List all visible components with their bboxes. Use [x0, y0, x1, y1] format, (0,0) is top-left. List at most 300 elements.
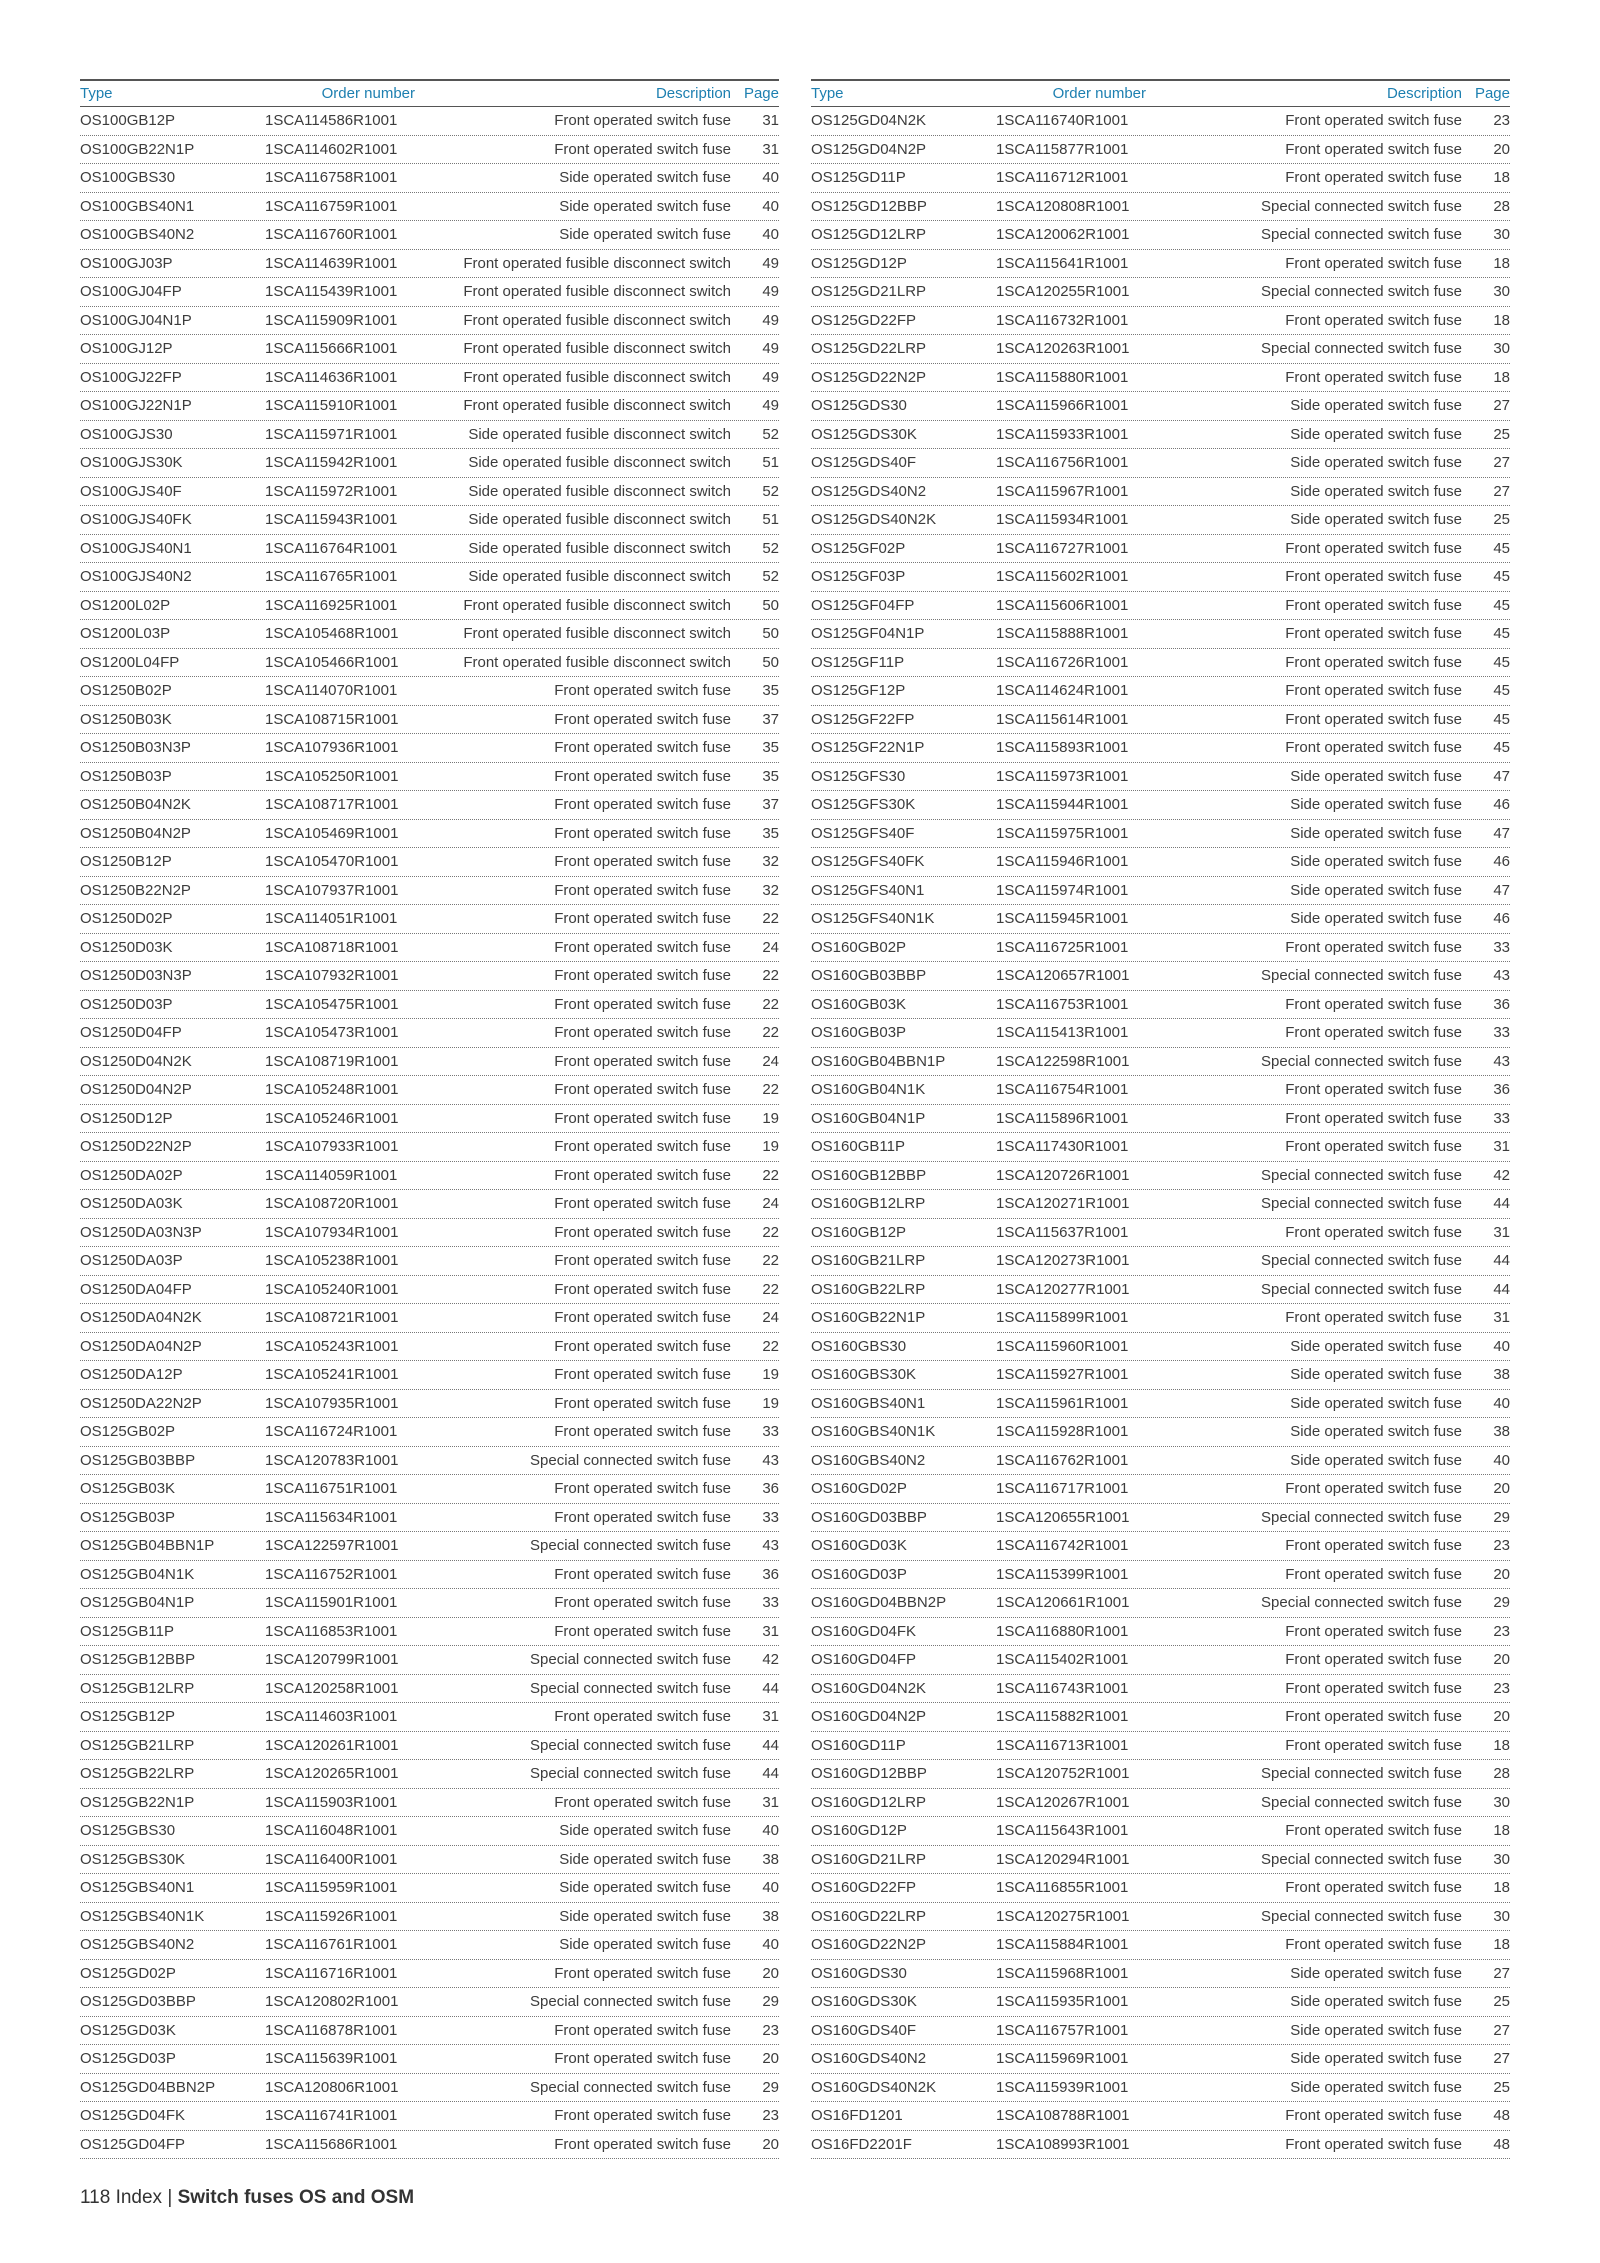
- order-number-cell: 1SCA116878R1001: [265, 2021, 398, 2039]
- table-row: [80, 848, 779, 877]
- type-cell: OS125GD22N2P: [811, 368, 927, 386]
- description-cell: Front operated switch fuse: [554, 1109, 731, 1127]
- description-cell: Front operated switch fuse: [1285, 112, 1462, 130]
- type-cell: OS160GD04FK: [811, 1622, 917, 1640]
- type-cell: OS125GD03P: [80, 2050, 176, 2068]
- table-row: [811, 107, 1510, 136]
- table-row: [80, 136, 779, 165]
- table-row: [80, 278, 779, 307]
- table-row: [80, 1219, 779, 1248]
- type-cell: OS1250D22N2P: [80, 1138, 192, 1156]
- description-cell: Front operated switch fuse: [1285, 1651, 1462, 1669]
- order-number-cell: 1SCA105248R1001: [265, 1081, 399, 1099]
- type-cell: OS125GD02P: [80, 1964, 176, 1982]
- page-cell: 25: [1493, 511, 1510, 529]
- page-cell: 52: [762, 425, 779, 443]
- description-cell: Side operated switch fuse: [559, 197, 731, 215]
- page-cell: 40: [762, 1822, 779, 1840]
- page-cell: 18: [1493, 1736, 1510, 1754]
- type-cell: OS160GDS40N2: [811, 2050, 927, 2068]
- page-cell: 40: [1493, 1451, 1510, 1469]
- page-cell: 22: [762, 995, 779, 1013]
- order-number-cell: 1SCA107935R1001: [265, 1394, 399, 1412]
- description-cell: Front operated switch fuse: [554, 1280, 731, 1298]
- type-cell: OS125GBS40N1: [80, 1879, 195, 1897]
- type-cell: OS1250D04N2K: [80, 1052, 192, 1070]
- table-row: [80, 2131, 779, 2160]
- page-cell: 45: [1493, 682, 1510, 700]
- description-cell: Front operated switch fuse: [554, 1964, 731, 1982]
- order-number-cell: 1SCA108715R1001: [265, 710, 399, 728]
- type-cell: OS1200L04FP: [80, 653, 180, 671]
- table-row: [811, 1561, 1510, 1590]
- type-cell: OS100GJ22N1P: [80, 397, 192, 415]
- table-row: [811, 1190, 1510, 1219]
- order-number-cell: 1SCA105466R1001: [265, 653, 399, 671]
- type-cell: OS125GB12LRP: [80, 1679, 195, 1697]
- type-cell: OS125GB03BBP: [80, 1451, 196, 1469]
- type-cell: OS1250B04N2P: [80, 824, 191, 842]
- order-number-cell: 1SCA120261R1001: [265, 1736, 399, 1754]
- type-cell: OS125GBS40N1K: [80, 1907, 205, 1925]
- type-cell: OS1250B12P: [80, 853, 172, 871]
- type-cell: OS160GBS40N1: [811, 1394, 926, 1412]
- table-row: [811, 1732, 1510, 1761]
- table-row: [80, 307, 779, 336]
- table-row: [811, 335, 1510, 364]
- description-cell: Side operated switch fuse: [1290, 910, 1462, 928]
- description-cell: Side operated fusible disconnect switch: [468, 482, 731, 500]
- type-cell: OS100GJ03P: [80, 254, 173, 272]
- table-row: [80, 1447, 779, 1476]
- page-cell: 22: [762, 1166, 779, 1184]
- type-cell: OS160GD04FP: [811, 1651, 917, 1669]
- order-number-cell: 1SCA116754R1001: [996, 1081, 1129, 1099]
- page-cell: 40: [762, 226, 779, 244]
- table-row: [811, 1162, 1510, 1191]
- order-number-cell: 1SCA108719R1001: [265, 1052, 399, 1070]
- order-number-cell: 1SCA107937R1001: [265, 881, 399, 899]
- order-number-cell: 1SCA115934R1001: [996, 511, 1129, 529]
- table-row: [80, 905, 779, 934]
- type-cell: OS1250B03P: [80, 767, 172, 785]
- table-header: [811, 79, 1510, 107]
- description-cell: Front operated switch fuse: [554, 1565, 731, 1583]
- page-cell: 51: [762, 454, 779, 472]
- description-cell: Front operated switch fuse: [554, 2107, 731, 2125]
- order-number-cell: 1SCA115606R1001: [996, 596, 1129, 614]
- type-cell: OS160GBS30K: [811, 1366, 917, 1384]
- page-cell: 40: [762, 1936, 779, 1954]
- type-cell: OS160GD04N2P: [811, 1708, 927, 1726]
- order-number-cell: 1SCA115643R1001: [996, 1822, 1129, 1840]
- table-row: [811, 1076, 1510, 1105]
- table-row: [80, 649, 779, 678]
- page-cell: 31: [1493, 1223, 1510, 1241]
- page-cell: 18: [1493, 368, 1510, 386]
- order-number-cell: 1SCA115641R1001: [996, 254, 1129, 272]
- page-cell: 42: [762, 1651, 779, 1669]
- order-number-cell: 1SCA120258R1001: [265, 1679, 399, 1697]
- table-row: [811, 1789, 1510, 1818]
- footer-title: Switch fuses OS and OSM: [177, 2187, 415, 2208]
- table-row: [80, 734, 779, 763]
- order-number-cell: 1SCA115901R1001: [265, 1594, 398, 1612]
- description-cell: Front operated switch fuse: [554, 1337, 731, 1355]
- page-cell: 31: [1493, 1309, 1510, 1327]
- page-cell: 37: [762, 710, 779, 728]
- page-cell: 49: [762, 283, 779, 301]
- order-number-cell: 1SCA105243R1001: [265, 1337, 399, 1355]
- description-cell: Side operated switch fuse: [1290, 1337, 1462, 1355]
- description-cell: Special connected switch fuse: [1261, 226, 1462, 244]
- description-cell: Special connected switch fuse: [1261, 1195, 1462, 1213]
- type-cell: OS160GD02P: [811, 1480, 907, 1498]
- description-cell: Front operated switch fuse: [554, 1622, 731, 1640]
- order-number-cell: 1SCA120802R1001: [265, 1993, 399, 2011]
- page-cell: 43: [1493, 1052, 1510, 1070]
- type-cell: OS125GDS40F: [811, 454, 917, 472]
- description-cell: Side operated switch fuse: [1290, 1366, 1462, 1384]
- description-cell: Side operated switch fuse: [1290, 2078, 1462, 2096]
- order-number-cell: 1SCA116764R1001: [265, 539, 398, 557]
- type-cell: OS125GFS30K: [811, 796, 916, 814]
- description-cell: Front operated switch fuse: [554, 1052, 731, 1070]
- description-cell: Special connected switch fuse: [530, 1451, 731, 1469]
- type-cell: OS125GDS40N2K: [811, 511, 937, 529]
- description-cell: Front operated switch fuse: [1285, 995, 1462, 1013]
- table-row: [811, 962, 1510, 991]
- type-cell: OS160GB12BBP: [811, 1166, 927, 1184]
- order-number-cell: 1SCA114059R1001: [265, 1166, 398, 1184]
- type-cell: OS125GF11P: [811, 653, 905, 671]
- page-cell: 27: [1493, 454, 1510, 472]
- description-cell: Special connected switch fuse: [1261, 1907, 1462, 1925]
- type-cell: OS1250DA03K: [80, 1195, 183, 1213]
- header-description: Description: [1386, 85, 1462, 102]
- table-row: [811, 1931, 1510, 1960]
- description-cell: Front operated switch fuse: [1285, 169, 1462, 187]
- table-row: [811, 278, 1510, 307]
- order-number-cell: 1SCA115910R1001: [265, 397, 398, 415]
- page-cell: 29: [1493, 1594, 1510, 1612]
- description-cell: Front operated switch fuse: [1285, 1537, 1462, 1555]
- table-row: [80, 506, 779, 535]
- table-row: [80, 421, 779, 450]
- page-cell: 24: [762, 1309, 779, 1327]
- order-number-cell: 1SCA115973R1001: [996, 767, 1129, 785]
- type-cell: OS125GB11P: [80, 1622, 174, 1640]
- order-number-cell: 1SCA115639R1001: [265, 2050, 398, 2068]
- header-type: Type: [811, 85, 844, 102]
- page-cell: 30: [1493, 1907, 1510, 1925]
- order-number-cell: 1SCA120277R1001: [996, 1280, 1130, 1298]
- order-number-cell: 1SCA105238R1001: [265, 1252, 399, 1270]
- description-cell: Side operated switch fuse: [559, 1907, 731, 1925]
- page-cell: 20: [762, 2050, 779, 2068]
- table-row: [80, 1247, 779, 1276]
- table-row: [811, 392, 1510, 421]
- page-cell: 20: [1493, 1565, 1510, 1583]
- description-cell: Front operated switch fuse: [554, 910, 731, 928]
- order-number-cell: 1SCA116758R1001: [265, 169, 398, 187]
- type-cell: OS160GB22LRP: [811, 1280, 926, 1298]
- page-cell: 29: [1493, 1508, 1510, 1526]
- page-cell: 20: [1493, 140, 1510, 158]
- type-cell: OS100GJS40F: [80, 482, 182, 500]
- page-cell: 36: [1493, 995, 1510, 1013]
- table-row: [811, 1276, 1510, 1305]
- order-number-cell: 1SCA115971R1001: [265, 425, 398, 443]
- order-number-cell: 1SCA108993R1001: [996, 2135, 1130, 2153]
- description-cell: Front operated switch fuse: [1285, 1309, 1462, 1327]
- type-cell: OS125GD04FP: [80, 2135, 186, 2153]
- description-cell: Front operated switch fuse: [1285, 2135, 1462, 2153]
- type-cell: OS160GD12P: [811, 1822, 907, 1840]
- type-cell: OS160GDS40F: [811, 2021, 917, 2039]
- page-cell: 36: [762, 1565, 779, 1583]
- page-cell: 50: [762, 625, 779, 643]
- index-table-left: [80, 79, 779, 2159]
- type-cell: OS125GB21LRP: [80, 1736, 195, 1754]
- type-cell: OS125GD21LRP: [811, 283, 927, 301]
- order-number-cell: 1SCA114636R1001: [265, 368, 398, 386]
- page-cell: 44: [1493, 1252, 1510, 1270]
- table-row: [811, 1960, 1510, 1989]
- table-row: [80, 250, 779, 279]
- order-number-cell: 1SCA105475R1001: [265, 995, 399, 1013]
- type-cell: OS1250D03K: [80, 938, 173, 956]
- order-number-cell: 1SCA115877R1001: [996, 140, 1129, 158]
- order-number-cell: 1SCA115928R1001: [996, 1423, 1129, 1441]
- table-body: [811, 107, 1510, 2159]
- table-row: [80, 991, 779, 1020]
- description-cell: Special connected switch fuse: [530, 2078, 731, 2096]
- order-number-cell: 1SCA120799R1001: [265, 1651, 399, 1669]
- description-cell: Front operated switch fuse: [554, 1081, 731, 1099]
- type-cell: OS125GB03K: [80, 1480, 176, 1498]
- order-number-cell: 1SCA115888R1001: [996, 625, 1129, 643]
- page-cell: 38: [1493, 1366, 1510, 1384]
- order-number-cell: 1SCA115903R1001: [265, 1793, 398, 1811]
- order-number-cell: 1SCA116741R1001: [265, 2107, 398, 2125]
- table-row: [811, 2017, 1510, 2046]
- table-row: [811, 1447, 1510, 1476]
- page-cell: 40: [1493, 1337, 1510, 1355]
- description-cell: Front operated switch fuse: [1285, 710, 1462, 728]
- type-cell: OS160GB11P: [811, 1138, 905, 1156]
- type-cell: OS160GB21LRP: [811, 1252, 926, 1270]
- page-cell: 25: [1493, 1993, 1510, 2011]
- table-row: [80, 820, 779, 849]
- table-row: [80, 677, 779, 706]
- page-cell: 23: [762, 2107, 779, 2125]
- type-cell: OS160GB03BBP: [811, 967, 927, 985]
- description-cell: Front operated switch fuse: [554, 1423, 731, 1441]
- page-cell: 20: [1493, 1651, 1510, 1669]
- type-cell: OS125GD22FP: [811, 311, 917, 329]
- page-cell: 43: [762, 1451, 779, 1469]
- type-cell: OS1200L03P: [80, 625, 171, 643]
- order-number-cell: 1SCA115602R1001: [996, 568, 1129, 586]
- page-cell: 35: [762, 682, 779, 700]
- page-cell: 43: [1493, 967, 1510, 985]
- type-cell: OS1250DA03N3P: [80, 1223, 202, 1241]
- type-cell: OS125GD11P: [811, 169, 906, 187]
- type-cell: OS100GB22N1P: [80, 140, 195, 158]
- order-number-cell: 1SCA115884R1001: [996, 1936, 1129, 1954]
- description-cell: Front operated switch fuse: [1285, 1081, 1462, 1099]
- table-row: [811, 1105, 1510, 1134]
- description-cell: Front operated switch fuse: [554, 881, 731, 899]
- page-cell: 23: [1493, 1537, 1510, 1555]
- table-row: [811, 1675, 1510, 1704]
- order-number-cell: 1SCA116762R1001: [996, 1451, 1129, 1469]
- type-cell: OS160GB02P: [811, 938, 907, 956]
- order-number-cell: 1SCA105246R1001: [265, 1109, 399, 1127]
- order-number-cell: 1SCA116726R1001: [996, 653, 1129, 671]
- type-cell: OS1250B22N2P: [80, 881, 191, 899]
- type-cell: OS160GB04N1P: [811, 1109, 926, 1127]
- description-cell: Special connected switch fuse: [1261, 1166, 1462, 1184]
- page-cell: 22: [762, 1223, 779, 1241]
- page-cell: 30: [1493, 340, 1510, 358]
- order-number-cell: 1SCA114602R1001: [265, 140, 398, 158]
- table-row: [811, 1760, 1510, 1789]
- description-cell: Side operated fusible disconnect switch: [468, 568, 731, 586]
- description-cell: Front operated switch fuse: [554, 824, 731, 842]
- type-cell: OS125GBS30: [80, 1822, 176, 1840]
- type-cell: OS100GJS30: [80, 425, 173, 443]
- order-number-cell: 1SCA105241R1001: [265, 1366, 399, 1384]
- order-number-cell: 1SCA116752R1001: [265, 1565, 398, 1583]
- type-cell: OS1250B03K: [80, 710, 172, 728]
- type-cell: OS160GDS30K: [811, 1993, 917, 2011]
- type-cell: OS1250B03N3P: [80, 739, 191, 757]
- description-cell: Front operated switch fuse: [554, 1024, 731, 1042]
- order-number-cell: 1SCA115402R1001: [996, 1651, 1129, 1669]
- order-number-cell: 1SCA116716R1001: [265, 1964, 398, 1982]
- type-cell: OS125GB04N1K: [80, 1565, 195, 1583]
- order-number-cell: 1SCA115946R1001: [996, 853, 1129, 871]
- order-number-cell: 1SCA115614R1001: [996, 710, 1129, 728]
- order-number-cell: 1SCA115960R1001: [996, 1337, 1129, 1355]
- type-cell: OS125GF03P: [811, 568, 906, 586]
- page-cell: 49: [762, 254, 779, 272]
- page-cell: 18: [1493, 1936, 1510, 1954]
- table-row: [80, 1361, 779, 1390]
- type-cell: OS125GF12P: [811, 682, 906, 700]
- type-cell: OS125GDS40N2: [811, 482, 927, 500]
- description-cell: Front operated switch fuse: [1285, 1565, 1462, 1583]
- table-row: [811, 1903, 1510, 1932]
- description-cell: Front operated switch fuse: [1285, 739, 1462, 757]
- type-cell: OS125GD22LRP: [811, 340, 927, 358]
- page-cell: 24: [762, 1195, 779, 1213]
- type-cell: OS1250DA22N2P: [80, 1394, 202, 1412]
- table-row: [811, 1817, 1510, 1846]
- type-cell: OS100GJS40N2: [80, 568, 192, 586]
- table-row: [811, 1247, 1510, 1276]
- page-cell: 31: [762, 1793, 779, 1811]
- table-row: [811, 1048, 1510, 1077]
- type-cell: OS16FD2201F: [811, 2135, 912, 2153]
- description-cell: Front operated switch fuse: [554, 767, 731, 785]
- table-row: [80, 1105, 779, 1134]
- table-row: [811, 1703, 1510, 1732]
- page-cell: 44: [762, 1765, 779, 1783]
- order-number-cell: 1SCA115909R1001: [265, 311, 398, 329]
- description-cell: Side operated fusible disconnect switch: [468, 454, 731, 472]
- description-cell: Front operated switch fuse: [1285, 1480, 1462, 1498]
- page-cell: 28: [1493, 1765, 1510, 1783]
- description-cell: Side operated switch fuse: [1290, 482, 1462, 500]
- header-order-number: Order number: [1052, 85, 1146, 102]
- description-cell: Front operated switch fuse: [554, 1366, 731, 1384]
- description-cell: Special connected switch fuse: [530, 1651, 731, 1669]
- table-row: [80, 449, 779, 478]
- description-cell: Special connected switch fuse: [530, 1993, 731, 2011]
- page-cell: 31: [762, 1708, 779, 1726]
- description-cell: Front operated switch fuse: [554, 1594, 731, 1612]
- table-row: [811, 2074, 1510, 2103]
- type-cell: OS125GDS30K: [811, 425, 917, 443]
- page-cell: 52: [762, 568, 779, 586]
- order-number-cell: 1SCA114603R1001: [265, 1708, 398, 1726]
- type-cell: OS125GF04N1P: [811, 625, 925, 643]
- table-row: [80, 1561, 779, 1590]
- table-row: [80, 1162, 779, 1191]
- description-cell: Front operated switch fuse: [554, 682, 731, 700]
- page-cell: 45: [1493, 568, 1510, 586]
- page-cell: 31: [762, 112, 779, 130]
- table-row: [811, 620, 1510, 649]
- order-number-cell: 1SCA115899R1001: [996, 1309, 1129, 1327]
- table-row: [811, 1988, 1510, 2017]
- order-number-cell: 1SCA115942R1001: [265, 454, 398, 472]
- description-cell: Side operated switch fuse: [1290, 397, 1462, 415]
- description-cell: Front operated switch fuse: [554, 1309, 731, 1327]
- table-row: [80, 1646, 779, 1675]
- page-cell: 18: [1493, 311, 1510, 329]
- table-row: [80, 1276, 779, 1305]
- order-number-cell: 1SCA115927R1001: [996, 1366, 1129, 1384]
- page-cell: 32: [762, 853, 779, 871]
- order-number-cell: 1SCA105250R1001: [265, 767, 399, 785]
- page-cell: 31: [762, 140, 779, 158]
- description-cell: Side operated fusible disconnect switch: [468, 511, 731, 529]
- description-cell: Front operated switch fuse: [1285, 625, 1462, 643]
- table-row: [80, 592, 779, 621]
- table-row: [811, 506, 1510, 535]
- table-row: [80, 1988, 779, 2017]
- header-description: Description: [655, 85, 731, 102]
- description-cell: Front operated switch fuse: [554, 853, 731, 871]
- page-cell: 48: [1493, 2135, 1510, 2153]
- type-cell: OS125GFS40FK: [811, 853, 925, 871]
- order-number-cell: 1SCA122597R1001: [265, 1537, 399, 1555]
- description-cell: Front operated fusible disconnect switch: [463, 340, 731, 358]
- page-cell: 49: [762, 340, 779, 358]
- table-row: [811, 934, 1510, 963]
- page-cell: 20: [762, 1964, 779, 1982]
- description-cell: Side operated switch fuse: [1290, 511, 1462, 529]
- footer-section: Index: [115, 2187, 163, 2208]
- type-cell: OS1250B04N2K: [80, 796, 191, 814]
- type-cell: OS160GB03K: [811, 995, 907, 1013]
- table-row: [80, 535, 779, 564]
- description-cell: Front operated switch fuse: [1285, 539, 1462, 557]
